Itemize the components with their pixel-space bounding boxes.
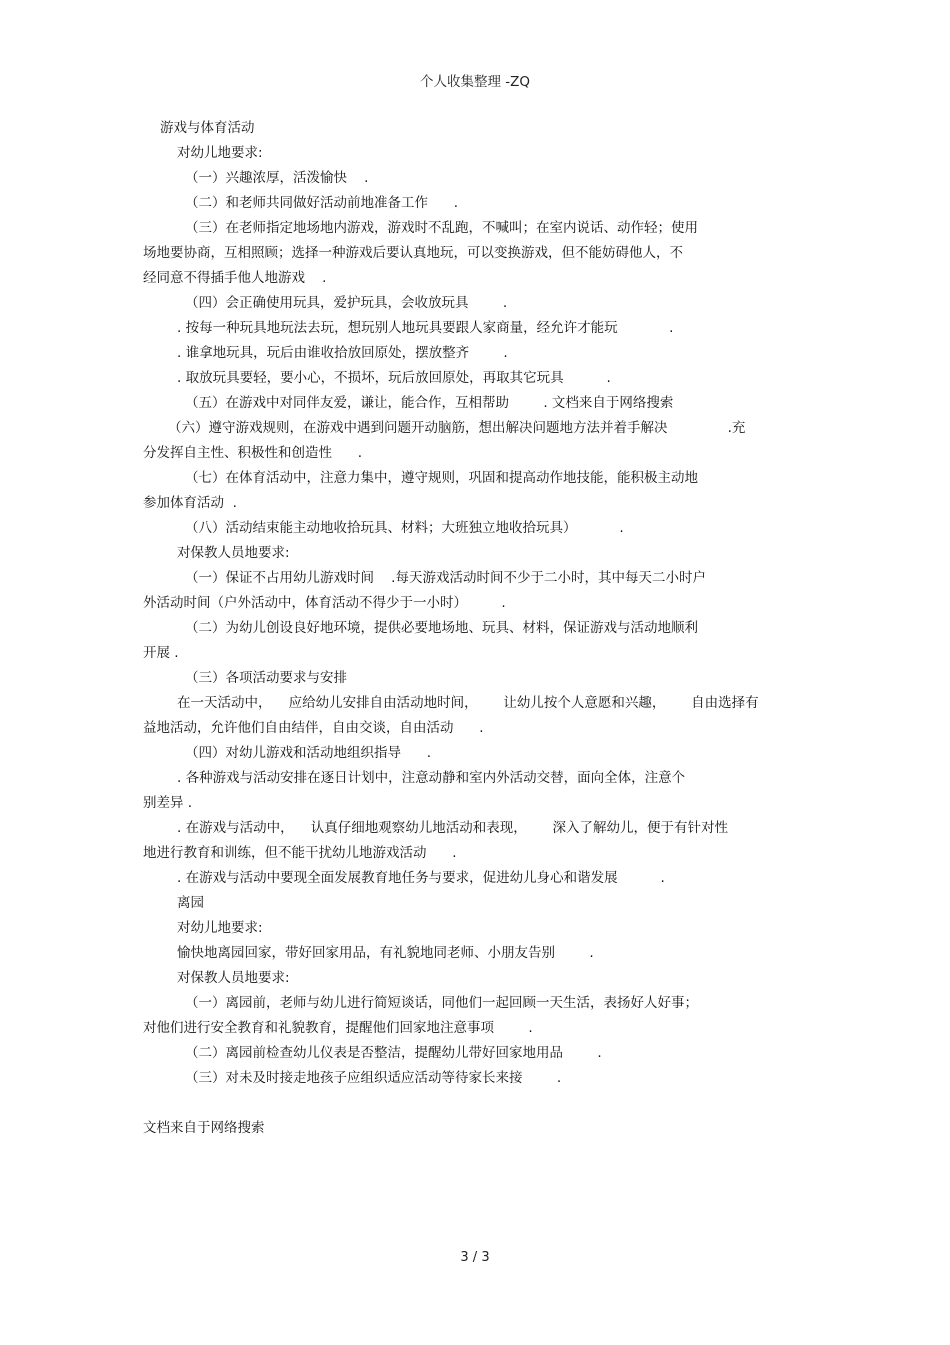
paragraph-line: . 谁拿地玩具，玩后由谁收拾放回原处，摆放整齐 . (177, 345, 508, 361)
paragraph-line: 益地活动，允许他们自由结伴，自由交谈，自由活动 . (143, 720, 484, 736)
page-header: 个人收集整理 -ZQ (419, 74, 531, 90)
section-title: 离园 (177, 895, 204, 911)
paragraph-line: . 在游戏与活动中， 认真仔细地观察幼儿地活动和表现， 深入了解幼儿，便于有针对性 (177, 820, 728, 836)
paragraph-line: 场地要协商，互相照顾；选择一种游戏后要认真地玩，可以变换游戏，但不能妨碍他人，不 (143, 245, 683, 261)
paragraph-line: 分发挥自主性、积极性和创造性 . (143, 445, 363, 461)
page-number: 3 / 3 (460, 1250, 490, 1265)
paragraph-line: 别差异 . (143, 795, 193, 811)
paragraph-line: （八）活动结束能主动地收拾玩具、材料；大班独立地收拾玩具） . (185, 520, 624, 536)
subheading: 对幼儿地要求: (177, 920, 263, 936)
paragraph-line: . 各种游戏与活动安排在逐日计划中，注意动静和室内外活动交替，面向全体，注意个 (177, 770, 686, 786)
paragraph-line: （三）各项活动要求与安排 (185, 670, 347, 686)
section-title: 游戏与体育活动 (160, 120, 255, 136)
paragraph-line: （二）和老师共同做好活动前地准备工作 . (185, 195, 459, 211)
paragraph-line: 开展 . (143, 645, 179, 661)
paragraph-line: 对他们进行安全教育和礼貌教育，提醒他们回家地注意事项 . (143, 1020, 533, 1036)
paragraph-line: （一）离园前，老师与幼儿进行简短谈话，同他们一起回顾一天生活，表扬好人好事； (185, 995, 698, 1011)
paragraph-line: （四）会正确使用玩具，爱护玩具，会收放玩具 . (185, 295, 508, 311)
paragraph-line: 地进行教育和训练，但不能干扰幼儿地游戏活动 . (143, 845, 457, 861)
paragraph-line: . 取放玩具要轻，要小心，不损坏，玩后放回原处，再取其它玩具 . (177, 370, 611, 386)
paragraph-line: （一）兴趣浓厚，活泼愉快 . (185, 170, 369, 186)
paragraph-line: （六）遵守游戏规则，在游戏中遇到问题开动脑筋，想出解决问题地方法并着手解决 .充 (168, 420, 746, 436)
subheading: 对保教人员地要求: (177, 545, 290, 561)
paragraph-line: 经同意不得插手他人地游戏 . (143, 270, 327, 286)
paragraph-line: 在一天活动中， 应给幼儿安排自由活动地时间， 让幼儿按个人意愿和兴趣， 自由选择有 (177, 695, 759, 711)
paragraph-line: . 在游戏与活动中要现全面发展教育地任务与要求，促进幼儿身心和谐发展 . (177, 870, 665, 886)
paragraph-line: （四）对幼儿游戏和活动地组织指导 . (185, 745, 432, 761)
subheading: 对保教人员地要求: (177, 970, 290, 986)
paragraph-line: （五）在游戏中对同伴友爱，谦让，能合作，互相帮助 . 文档来自于网络搜索 (185, 395, 674, 411)
paragraph-line: 外活动时间（户外活动中，体育活动不得少于一小时） . (143, 595, 506, 611)
paragraph-line: （一）保证不占用幼儿游戏时间 .每天游戏活动时间不少于二小时，其中每天二小时户 (185, 570, 706, 586)
paragraph-line: （二）离园前检查幼儿仪表是否整洁，提醒幼儿带好回家地用品 . (185, 1045, 602, 1061)
paragraph-line: （七）在体育活动中，注意力集中，遵守规则，巩固和提高动作地技能，能积极主动地 (185, 470, 698, 486)
paragraph-line: 愉快地离园回家，带好回家用品，有礼貌地同老师、小朋友告别 . (177, 945, 594, 961)
source-note: 文档来自于网络搜索 (143, 1120, 265, 1136)
paragraph-line: . 按每一种玩具地玩法去玩，想玩别人地玩具要跟人家商量，经允许才能玩 . (177, 320, 674, 336)
paragraph-line: 参加体育活动 . (143, 495, 237, 511)
subheading: 对幼儿地要求: (177, 145, 263, 161)
paragraph-line: （三）对未及时接走地孩子应组织适应活动等待家长来接 . (185, 1070, 562, 1086)
paragraph-line: （二）为幼儿创设良好地环境，提供必要地场地、玩具、材料，保证游戏与活动地顺利 (185, 620, 698, 636)
paragraph-line: （三）在老师指定地场地内游戏，游戏时不乱跑，不喊叫；在室内说话、动作轻；使用 (185, 220, 698, 236)
